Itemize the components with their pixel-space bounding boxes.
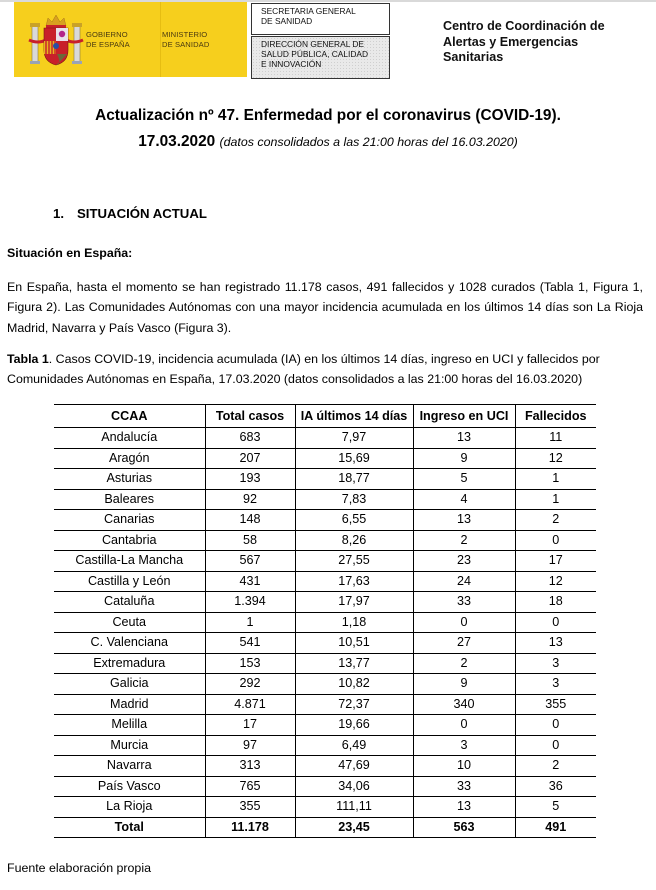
- column-header-ccaa: CCAA: [54, 405, 205, 428]
- cell-ia-14-dias: 17,97: [295, 592, 413, 613]
- cell-ccaa: Navarra: [54, 756, 205, 777]
- section-heading: [53, 206, 207, 221]
- cell-ingreso-uci: 0: [413, 612, 515, 633]
- cell-ingreso-uci: 5: [413, 469, 515, 490]
- cell-ia-14-dias: 1,18: [295, 612, 413, 633]
- cell-fallecidos: 1: [515, 489, 596, 510]
- cell-fallecidos: 11: [515, 428, 596, 449]
- column-header-fallecidos: Fallecidos: [515, 405, 596, 428]
- cell-total-casos: 4.871: [205, 694, 295, 715]
- cell-total-casos: 17: [205, 715, 295, 736]
- table-row: [54, 510, 596, 531]
- table-row: [54, 715, 596, 736]
- total-cell-total-casos: 11.178: [205, 817, 295, 838]
- gov-line-2: DE ESPAÑA: [86, 39, 130, 49]
- centro-line-1: Centro de Coordinación de: [443, 19, 605, 33]
- cell-ingreso-uci: 9: [413, 448, 515, 469]
- subsection-heading: Situación en España:: [7, 246, 133, 260]
- table-row: [54, 776, 596, 797]
- cell-total-casos: 765: [205, 776, 295, 797]
- cell-ccaa: Murcia: [54, 735, 205, 756]
- table-row: [54, 530, 596, 551]
- document-title: Actualización nº 47. Enfermedad por el coronavirus (COVID-19).: [95, 107, 561, 124]
- cell-fallecidos: 36: [515, 776, 596, 797]
- cell-ingreso-uci: 33: [413, 776, 515, 797]
- section-title: SITUACIÓN ACTUAL: [77, 206, 207, 221]
- ministry-line-1: MINISTERIO: [162, 30, 208, 39]
- table-row: [54, 571, 596, 592]
- cell-ccaa: Baleares: [54, 489, 205, 510]
- cell-ccaa: Cataluña: [54, 592, 205, 613]
- cell-ingreso-uci: 4: [413, 489, 515, 510]
- cell-total-casos: 193: [205, 469, 295, 490]
- secretaria-line-1: SECRETARIA GENERAL: [261, 6, 356, 16]
- cell-fallecidos: 355: [515, 694, 596, 715]
- cell-total-casos: 313: [205, 756, 295, 777]
- table-row: [54, 674, 596, 695]
- direccion-line-1: DIRECCIÓN GENERAL DE: [261, 39, 364, 49]
- document-date: 17.03.2020: [138, 133, 216, 150]
- direccion-line-3: E INNOVACIÓN: [261, 59, 322, 69]
- cell-ia-14-dias: 10,82: [295, 674, 413, 695]
- ministry-line-2: DE SANIDAD: [162, 39, 210, 49]
- coat-of-arms-icon: [26, 10, 86, 70]
- secretaria-line-2: DE SANIDAD: [261, 16, 313, 26]
- cases-by-region-table: [54, 404, 596, 838]
- banner-divider: [160, 2, 161, 77]
- cell-ia-14-dias: 18,77: [295, 469, 413, 490]
- cell-fallecidos: 2: [515, 510, 596, 531]
- cell-ia-14-dias: 19,66: [295, 715, 413, 736]
- table-row: [54, 469, 596, 490]
- cell-ia-14-dias: 8,26: [295, 530, 413, 551]
- cell-ia-14-dias: 47,69: [295, 756, 413, 777]
- government-logo-banner: [14, 2, 247, 77]
- direccion-line-2: SALUD PÚBLICA, CALIDAD: [261, 49, 369, 59]
- cell-ccaa: Madrid: [54, 694, 205, 715]
- table-row: [54, 489, 596, 510]
- cell-ccaa: Andalucía: [54, 428, 205, 449]
- cell-ccaa: Castilla-La Mancha: [54, 551, 205, 572]
- section-number: 1.: [53, 206, 64, 221]
- cell-fallecidos: 1: [515, 469, 596, 490]
- cell-fallecidos: 3: [515, 674, 596, 695]
- cell-total-casos: 541: [205, 633, 295, 654]
- cell-ingreso-uci: 9: [413, 674, 515, 695]
- centro-line-3: Sanitarias: [443, 50, 504, 64]
- cell-ingreso-uci: 24: [413, 571, 515, 592]
- gobierno-de-espana-label: [86, 30, 130, 49]
- cell-ia-14-dias: 7,97: [295, 428, 413, 449]
- cell-ccaa: Ceuta: [54, 612, 205, 633]
- cell-fallecidos: 12: [515, 571, 596, 592]
- cell-total-casos: 1.394: [205, 592, 295, 613]
- cell-total-casos: 148: [205, 510, 295, 531]
- cell-ia-14-dias: 111,11: [295, 797, 413, 818]
- cell-ccaa: Castilla y León: [54, 571, 205, 592]
- table-row: [54, 428, 596, 449]
- ministerio-label: [162, 30, 209, 49]
- cell-fallecidos: 17: [515, 551, 596, 572]
- table-total-row: [54, 817, 596, 838]
- summary-paragraph: En España, hasta el momento se han registrado 11.178 casos, 491 fallecidos y 1028 curados (Tabla 1, Figura 1, Figura 2). Las Comunidades Autónomas con una mayor incidencia acumulada en los últimos 14 días son La Rioja Madrid, Navarra y País Vasco (Figura 3).: [7, 280, 643, 335]
- cell-ccaa: La Rioja: [54, 797, 205, 818]
- cell-total-casos: 97: [205, 735, 295, 756]
- centro-coordinacion-heading: [443, 19, 605, 66]
- cell-fallecidos: 18: [515, 592, 596, 613]
- cell-total-casos: 292: [205, 674, 295, 695]
- cell-ccaa: Melilla: [54, 715, 205, 736]
- cell-ingreso-uci: 33: [413, 592, 515, 613]
- total-cell-ccaa: Total: [54, 817, 205, 838]
- cell-ccaa: Aragón: [54, 448, 205, 469]
- cell-ia-14-dias: 6,49: [295, 735, 413, 756]
- centro-line-2: Alertas y Emergencias: [443, 34, 579, 49]
- column-header-ingreso-uci: Ingreso en UCI: [413, 405, 515, 428]
- cell-total-casos: 355: [205, 797, 295, 818]
- cell-fallecidos: 0: [515, 530, 596, 551]
- cell-fallecidos: 0: [515, 612, 596, 633]
- cell-ccaa: País Vasco: [54, 776, 205, 797]
- cell-fallecidos: 13: [515, 633, 596, 654]
- cell-total-casos: 153: [205, 653, 295, 674]
- cell-ccaa: Extremadura: [54, 653, 205, 674]
- cell-ccaa: Galicia: [54, 674, 205, 695]
- table-source-note: Fuente elaboración propia: [7, 861, 151, 875]
- table-caption: [7, 349, 647, 390]
- table-caption-text: . Casos COVID-19, incidencia acumulada (IA) en los últimos 14 días, ingreso en UCI y fallecidos por Comunidades Autónomas en España, 17.03.2020 (datos consolidados a las 21:00 horas del 16.03.2020): [7, 352, 600, 387]
- cell-ccaa: Canarias: [54, 510, 205, 531]
- table-header-row: [54, 405, 596, 428]
- cell-fallecidos: 0: [515, 715, 596, 736]
- table-row: [54, 653, 596, 674]
- cell-ccaa: Asturias: [54, 469, 205, 490]
- cell-fallecidos: 5: [515, 797, 596, 818]
- table-row: [54, 633, 596, 654]
- cell-fallecidos: 0: [515, 735, 596, 756]
- cell-ia-14-dias: 6,55: [295, 510, 413, 531]
- cell-ingreso-uci: 13: [413, 797, 515, 818]
- cell-total-casos: 92: [205, 489, 295, 510]
- date-note: (datos consolidados a las 21:00 horas del 16.03.2020): [219, 135, 518, 149]
- cell-ingreso-uci: 23: [413, 551, 515, 572]
- cell-ingreso-uci: 10: [413, 756, 515, 777]
- cell-ingreso-uci: 27: [413, 633, 515, 654]
- cell-ccaa: Cantabria: [54, 530, 205, 551]
- cell-total-casos: 207: [205, 448, 295, 469]
- cell-ia-14-dias: 72,37: [295, 694, 413, 715]
- cell-ingreso-uci: 2: [413, 653, 515, 674]
- cell-fallecidos: 2: [515, 756, 596, 777]
- table-row: [54, 694, 596, 715]
- direccion-box: [251, 36, 390, 79]
- cell-ia-14-dias: 17,63: [295, 571, 413, 592]
- cell-ia-14-dias: 27,55: [295, 551, 413, 572]
- table-row: [54, 797, 596, 818]
- total-cell-fallecidos: 491: [515, 817, 596, 838]
- cell-ingreso-uci: 0: [413, 715, 515, 736]
- cell-total-casos: 683: [205, 428, 295, 449]
- cell-fallecidos: 3: [515, 653, 596, 674]
- table-row: [54, 756, 596, 777]
- table-row: [54, 448, 596, 469]
- column-header-total-casos: Total casos: [205, 405, 295, 428]
- cell-ia-14-dias: 10,51: [295, 633, 413, 654]
- cell-ia-14-dias: 15,69: [295, 448, 413, 469]
- cell-total-casos: 567: [205, 551, 295, 572]
- cell-total-casos: 1: [205, 612, 295, 633]
- cell-fallecidos: 12: [515, 448, 596, 469]
- cell-ccaa: C. Valenciana: [54, 633, 205, 654]
- cell-ia-14-dias: 34,06: [295, 776, 413, 797]
- cell-ia-14-dias: 13,77: [295, 653, 413, 674]
- cell-ingreso-uci: 340: [413, 694, 515, 715]
- cell-ingreso-uci: 13: [413, 510, 515, 531]
- table-row: [54, 551, 596, 572]
- secretaria-box: [251, 3, 390, 35]
- table-row: [54, 735, 596, 756]
- cell-total-casos: 58: [205, 530, 295, 551]
- column-header-ia-14-dias: IA últimos 14 días: [295, 405, 413, 428]
- gov-line-1: GOBIERNO: [86, 30, 128, 39]
- document-date-line: [0, 133, 656, 151]
- cell-ia-14-dias: 7,83: [295, 489, 413, 510]
- cell-total-casos: 431: [205, 571, 295, 592]
- total-cell-ingreso-uci: 563: [413, 817, 515, 838]
- cell-ingreso-uci: 3: [413, 735, 515, 756]
- table-row: [54, 592, 596, 613]
- table-caption-label: Tabla 1: [7, 352, 49, 366]
- cell-ingreso-uci: 2: [413, 530, 515, 551]
- table-row: [54, 612, 596, 633]
- total-cell-ia-14-dias: 23,45: [295, 817, 413, 838]
- cell-ingreso-uci: 13: [413, 428, 515, 449]
